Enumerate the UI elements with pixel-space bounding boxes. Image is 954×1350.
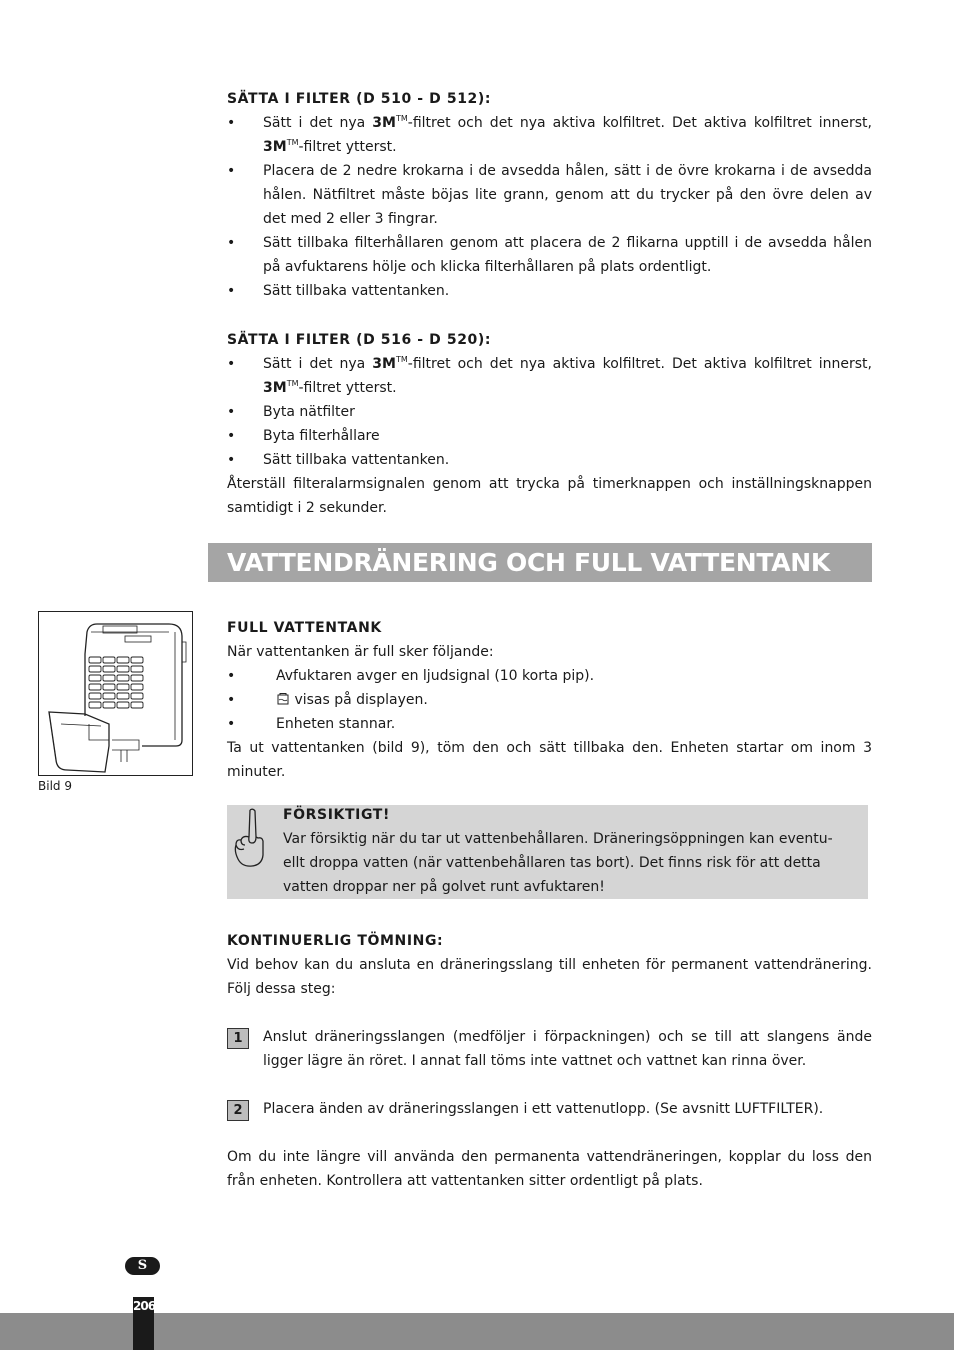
step-number-2: 2 bbox=[227, 1100, 249, 1121]
pointing-hand-icon bbox=[232, 807, 266, 869]
filter-reset-text: Återställ filteralarmsignalen genom att trycka på timerknappen och inställningsknappen samtidigt i 2 sekunder. bbox=[227, 476, 872, 516]
full-tank-section bbox=[227, 616, 872, 784]
warning-line-1: Var försiktig när du tar ut vattenbehållaren. Dräneringsöppningen kan eventu- bbox=[283, 831, 833, 847]
warning-line-3: vatten droppar ner på golvet runt avfuktaren! bbox=[283, 879, 605, 895]
full-tank-item-1: • Avfuktaren avger en ljudsignal (10 korta pip). bbox=[227, 664, 872, 688]
dehumidifier-figure bbox=[38, 611, 193, 776]
filter-small-item-2: • Placera de 2 nedre krokarna i de avsedda hålen, sätt i de övre krokarna i de avsedda hålen. Nätfiltret måste böjas lite grann, genom att du trycker på den övre delen av det med 2 eller 3 fingrar. bbox=[227, 159, 872, 231]
page-number: 206 bbox=[133, 1297, 154, 1350]
filter-large-item-1: • Sätt i det nya 3M™-filtret och det nya aktiva kolfiltret. Det aktiva kolfiltret innerst, 3M™-filtret ytterst. bbox=[227, 352, 872, 400]
continuous-section bbox=[227, 929, 872, 1001]
step-text-1: Anslut dräneringsslangen (medföljer i förpackningen) och se till att slangens ände ligger lägre än röret. I annat fall töms inte vattnet och vattnet kan rinna över. bbox=[263, 1029, 872, 1069]
section-title: VATTENDRÄNERING OCH FULL VATTENTANK bbox=[208, 543, 872, 582]
warning-box bbox=[227, 805, 868, 899]
step-text-2: Placera änden av dräneringsslangen i ett vattenutlopp. (Se avsnitt LUFTFILTER). bbox=[263, 1101, 824, 1117]
filter-small-item-1: • Sätt i det nya 3M™-filtret och det nya aktiva kolfiltret. Det aktiva kolfiltret innerst, 3M™-filtret ytterst. bbox=[227, 111, 872, 159]
full-tank-item-2: • visas på displayen. bbox=[227, 688, 872, 712]
filter-large-item-4: • Sätt tillbaka vattentanken. bbox=[227, 448, 872, 472]
filter-small-section bbox=[227, 87, 872, 303]
language-badge: S bbox=[125, 1257, 160, 1275]
filter-small-heading: SÄTTA I FILTER (D 510 - D 512): bbox=[227, 91, 492, 107]
filter-large-section bbox=[227, 328, 872, 520]
warning-title: FÖRSIKTIGT! bbox=[283, 807, 390, 823]
continuous-outro: Om du inte längre vill använda den permanenta vattendräneringen, kopplar du loss den från enheten. Kontrollera att vattentanken sitter ordentligt på plats. bbox=[227, 1149, 872, 1189]
dehumidifier-illustration bbox=[39, 612, 192, 775]
continuous-heading: KONTINUERLIG TÖMNING: bbox=[227, 933, 444, 949]
full-tank-outro: Ta ut vattentanken (bild 9), töm den och sätt tillbaka den. Enheten startar om inom 3 minuter. bbox=[227, 740, 872, 780]
filter-small-item-3: • Sätt tillbaka filterhållaren genom att placera de 2 flikarna upptill i de avsedda hålen på avfuktarens hölje och klicka filterhållaren på plats ordentligt. bbox=[227, 231, 872, 279]
filter-large-heading: SÄTTA I FILTER (D 516 - D 520): bbox=[227, 332, 492, 348]
warning-text bbox=[283, 803, 858, 899]
tank-full-icon bbox=[276, 692, 290, 706]
continuous-intro: Vid behov kan du ansluta en dräneringsslang till enheten för permanent vattendränering. Följ dessa steg: bbox=[227, 957, 872, 997]
warning-line-2: ellt droppa vatten (när vattenbehållaren tas bort). Det finns risk för att detta bbox=[283, 855, 821, 871]
figure-caption: Bild 9 bbox=[38, 779, 72, 793]
full-tank-intro: När vattentanken är full sker följande: bbox=[227, 644, 494, 660]
step-number-1: 1 bbox=[227, 1028, 249, 1049]
filter-large-item-3: • Byta filterhållare bbox=[227, 424, 872, 448]
full-tank-heading: FULL VATTENTANK bbox=[227, 620, 382, 636]
filter-large-item-2: • Byta nätfilter bbox=[227, 400, 872, 424]
filter-small-item-4: • Sätt tillbaka vattentanken. bbox=[227, 279, 872, 303]
full-tank-item-3: • Enheten stannar. bbox=[227, 712, 872, 736]
